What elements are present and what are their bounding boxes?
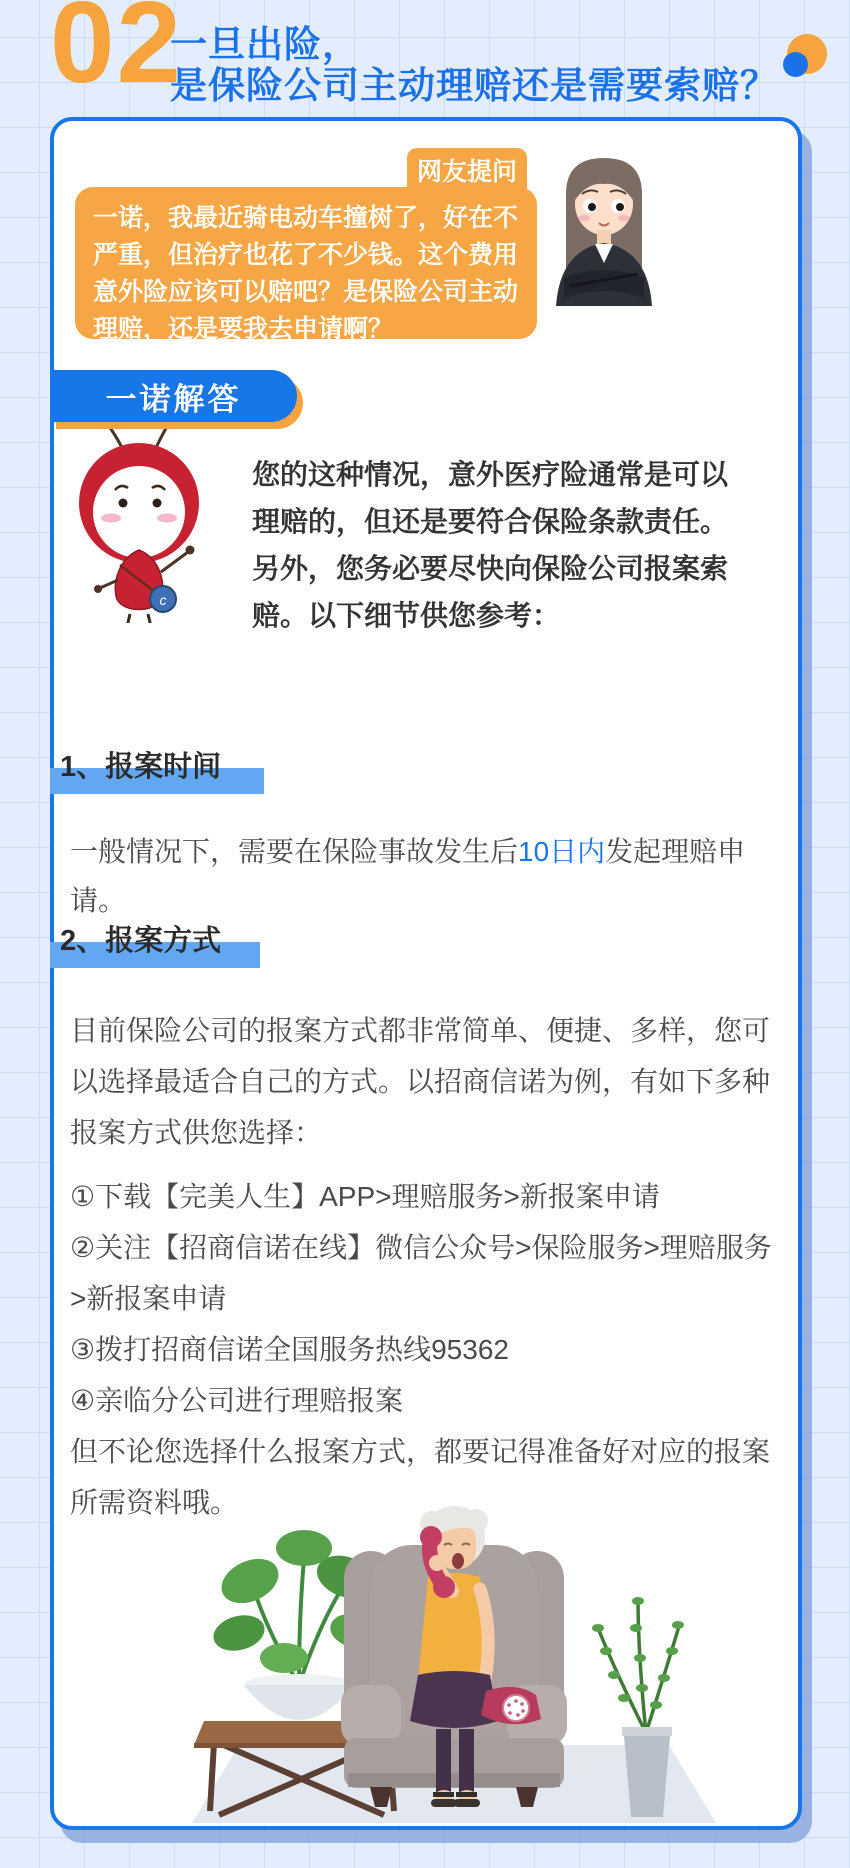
svg-text:c: c	[159, 592, 167, 608]
ant-mascot-icon	[62, 388, 217, 623]
section-2-heading: 2、报案方式	[54, 924, 221, 958]
answer-badge-label: 一诺解答	[105, 381, 242, 417]
blue-dot-icon	[783, 52, 808, 77]
section-1-body: 一般情况下，需要在保险事故发生后10日内发起理赔申请。	[70, 836, 746, 916]
list-item: ③拨打招商信诺全国服务热线95362	[70, 1334, 509, 1365]
title-line-2: 是保险公司主动理赔还是需要索赔？	[170, 65, 778, 106]
list-item: ①下载【完美人生】APP>理赔服务>新报案申请	[70, 1181, 660, 1212]
grandma-phone-illustration	[144, 1493, 764, 1823]
question-tab-label: 网友提问	[407, 148, 527, 192]
report-method-list	[70, 1171, 780, 1426]
list-item: ②关注【招商信诺在线】微信公众号>保险服务>理赔服务>新报案申请	[70, 1232, 772, 1314]
title-line-1: 一旦出险，	[170, 24, 360, 65]
section-2-intro: 目前保险公司的报案方式都非常简单、便捷、多样，您可以选择最适合自己的方式。以招商信诺为例，有如下多种报案方式供您选择：	[70, 1015, 771, 1148]
section-number: 02	[50, 0, 184, 107]
page-title	[170, 24, 778, 106]
woman-avatar-icon	[542, 146, 666, 306]
question-text: 一诺，我最近骑电动车撞树了，好在不严重，但治疗也花了不少钱。这个费用意外险应该可以赔吧？是保险公司主动理赔，还是要我去申请啊？	[93, 204, 519, 343]
section-2-body	[70, 1005, 780, 1528]
section-1-heading: 1、报案时间	[54, 750, 221, 784]
answer-badge	[50, 370, 297, 422]
question-bubble	[75, 187, 537, 343]
deadline-highlight: 10日内	[518, 836, 606, 867]
answer-intro: 您的这种情况，意外医疗险通常是可以理赔的，但还是要符合保险条款责任。另外，您务必要尽快向保险公司报案索赔。以下细节供您参考：	[252, 459, 729, 631]
list-item: ④亲临分公司进行理赔报案	[70, 1385, 404, 1416]
content-card	[50, 117, 802, 1830]
note-text: 但不论您选择什么报案方式，都要记得准备好对应的报案所需资料哦。	[70, 1436, 771, 1518]
